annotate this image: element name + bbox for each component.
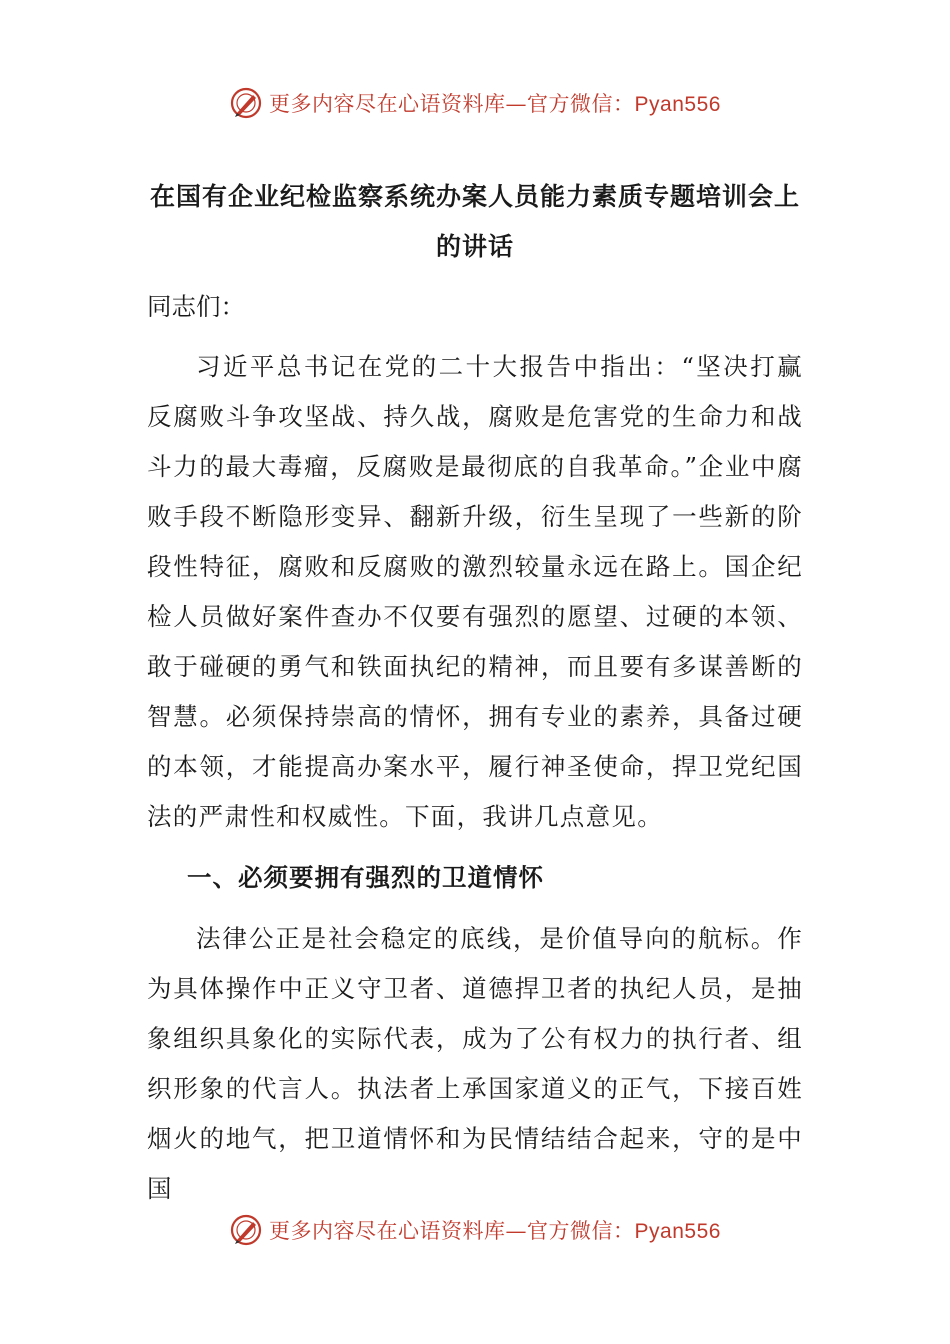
- section-heading-1: 一、必须要拥有强烈的卫道情怀: [187, 863, 544, 892]
- paragraph-section-1: 法律公正是社会稳定的底线，是价值导向的航标。作为具体操作中正义守卫者、道德捍卫者的执纪人员，是抽象组织具象化的实际代表，成为了公有权力的执行者、组织形象的代言人。执法者上承国家道义的正气，下接百姓烟火的地气，把卫道情怀和为民情结结合起来，守的是中国: [147, 924, 803, 1203]
- greeting: 同志们：: [147, 292, 245, 321]
- document-body: [147, 282, 803, 1214]
- banner-site-text: 更多内容尽在心语资料库: [269, 92, 506, 116]
- banner-account-label: 官方微信：: [527, 92, 635, 116]
- pen-logo-icon: [229, 1213, 263, 1247]
- banner-separator: —: [505, 92, 528, 116]
- document-title: [148, 172, 802, 272]
- banner-separator: —: [505, 1219, 528, 1243]
- footer-watermark-banner: [0, 1210, 950, 1250]
- title-line-1: 在国有企业纪检监察系统办案人员能力素质专题培训会上: [149, 182, 800, 211]
- banner-account: Pyan556: [634, 93, 721, 116]
- banner-account: Pyan556: [634, 1220, 721, 1243]
- header-watermark-banner: [0, 83, 950, 123]
- pen-logo-icon: [229, 86, 263, 120]
- banner-account-label: 官方微信：: [527, 1219, 635, 1243]
- title-line-2: 的讲话: [435, 232, 514, 261]
- paragraph-intro: 习近平总书记在党的二十大报告中指出：“坚决打赢反腐败斗争攻坚战、持久战，腐败是危害党的生命力和战斗力的最大毒瘤，反腐败是最彻底的自我革命。”企业中腐败手段不断隐形变异、翻新升级，衍生呈现了一些新的阶段性特征，腐败和反腐败的激烈较量永远在路上。国企纪检人员做好案件查办不仅要有强烈的愿望、过硬的本领、敢于碰硬的勇气和铁面执纪的精神，而且要有多谋善断的智慧。必须保持崇高的情怀，拥有专业的素养，具备过硬的本领，才能提高办案水平，履行神圣使命，捍卫党纪国法的严肃性和权威性。下面，我讲几点意见。: [147, 352, 803, 831]
- banner-site-text: 更多内容尽在心语资料库: [269, 1219, 506, 1243]
